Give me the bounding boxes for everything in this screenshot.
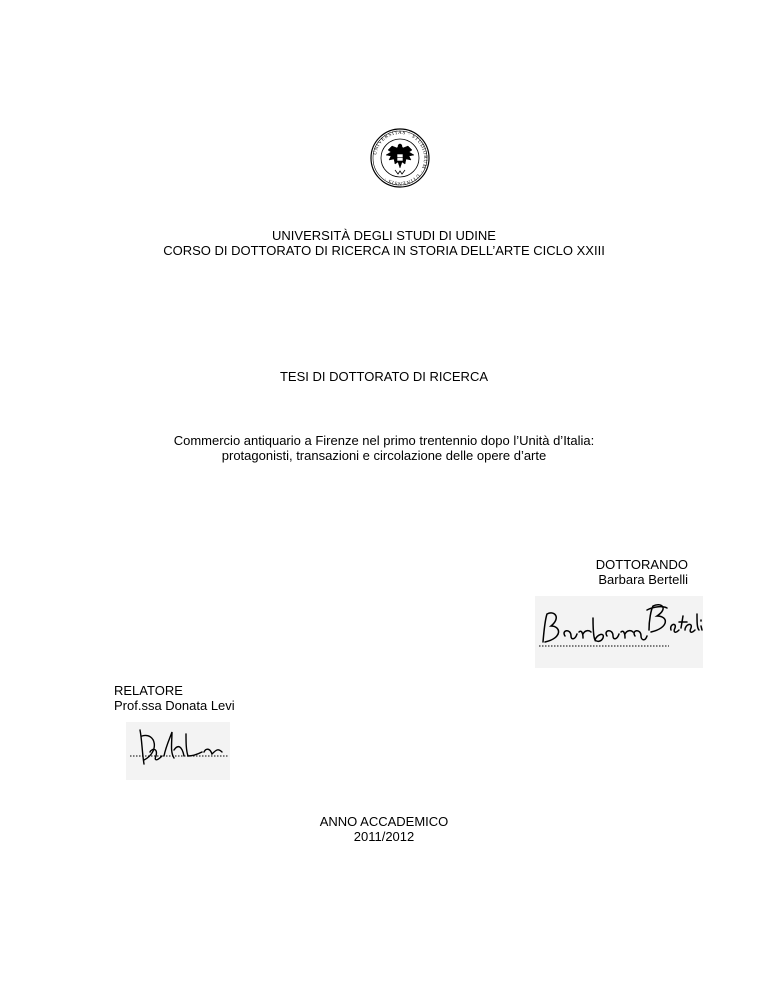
doctoral-course: CORSO DI DOTTORATO DI RICERCA IN STORIA DELL’ARTE CICLO XXIII: [163, 243, 605, 258]
academic-year-block: [0, 814, 768, 844]
university-name: UNIVERSITÀ DEGLI STUDI DI UDINE: [272, 228, 496, 243]
svg-text:UNIVERSITAS · STUDIORUM · UTIN: UNIVERSITAS · STUDIORUM · UTINENSIS ·: [372, 129, 429, 187]
supervisor-block: [114, 683, 235, 713]
candidate-name: Barbara Bertelli: [598, 572, 688, 587]
academic-year-value: 2011/2012: [353, 829, 415, 844]
thesis-type: TESI DI DOTTORATO DI RICERCA: [279, 369, 489, 384]
thesis-title-line: protagonisti, transazioni e circolazione delle opere d’arte: [221, 448, 547, 463]
university-seal: [362, 128, 438, 188]
candidate-role: DOTTORANDO: [595, 557, 688, 572]
handwritten-signature-icon: [126, 722, 230, 780]
thesis-title-line: Commercio antiquario a Firenze nel primo trentennio dopo l’Unità d’Italia:: [173, 433, 595, 448]
supervisor-role: RELATORE: [114, 683, 183, 698]
candidate-signature: [535, 596, 703, 668]
university-seal-icon: [362, 128, 438, 188]
candidate-block: [596, 557, 688, 587]
handwritten-signature-icon: [535, 596, 703, 668]
institution-heading: [0, 228, 768, 258]
supervisor-signature: [126, 722, 230, 780]
academic-year-label: ANNO ACCADEMICO: [319, 814, 449, 829]
thesis-title: [0, 433, 768, 463]
supervisor-name: Prof.ssa Donata Levi: [114, 698, 235, 713]
